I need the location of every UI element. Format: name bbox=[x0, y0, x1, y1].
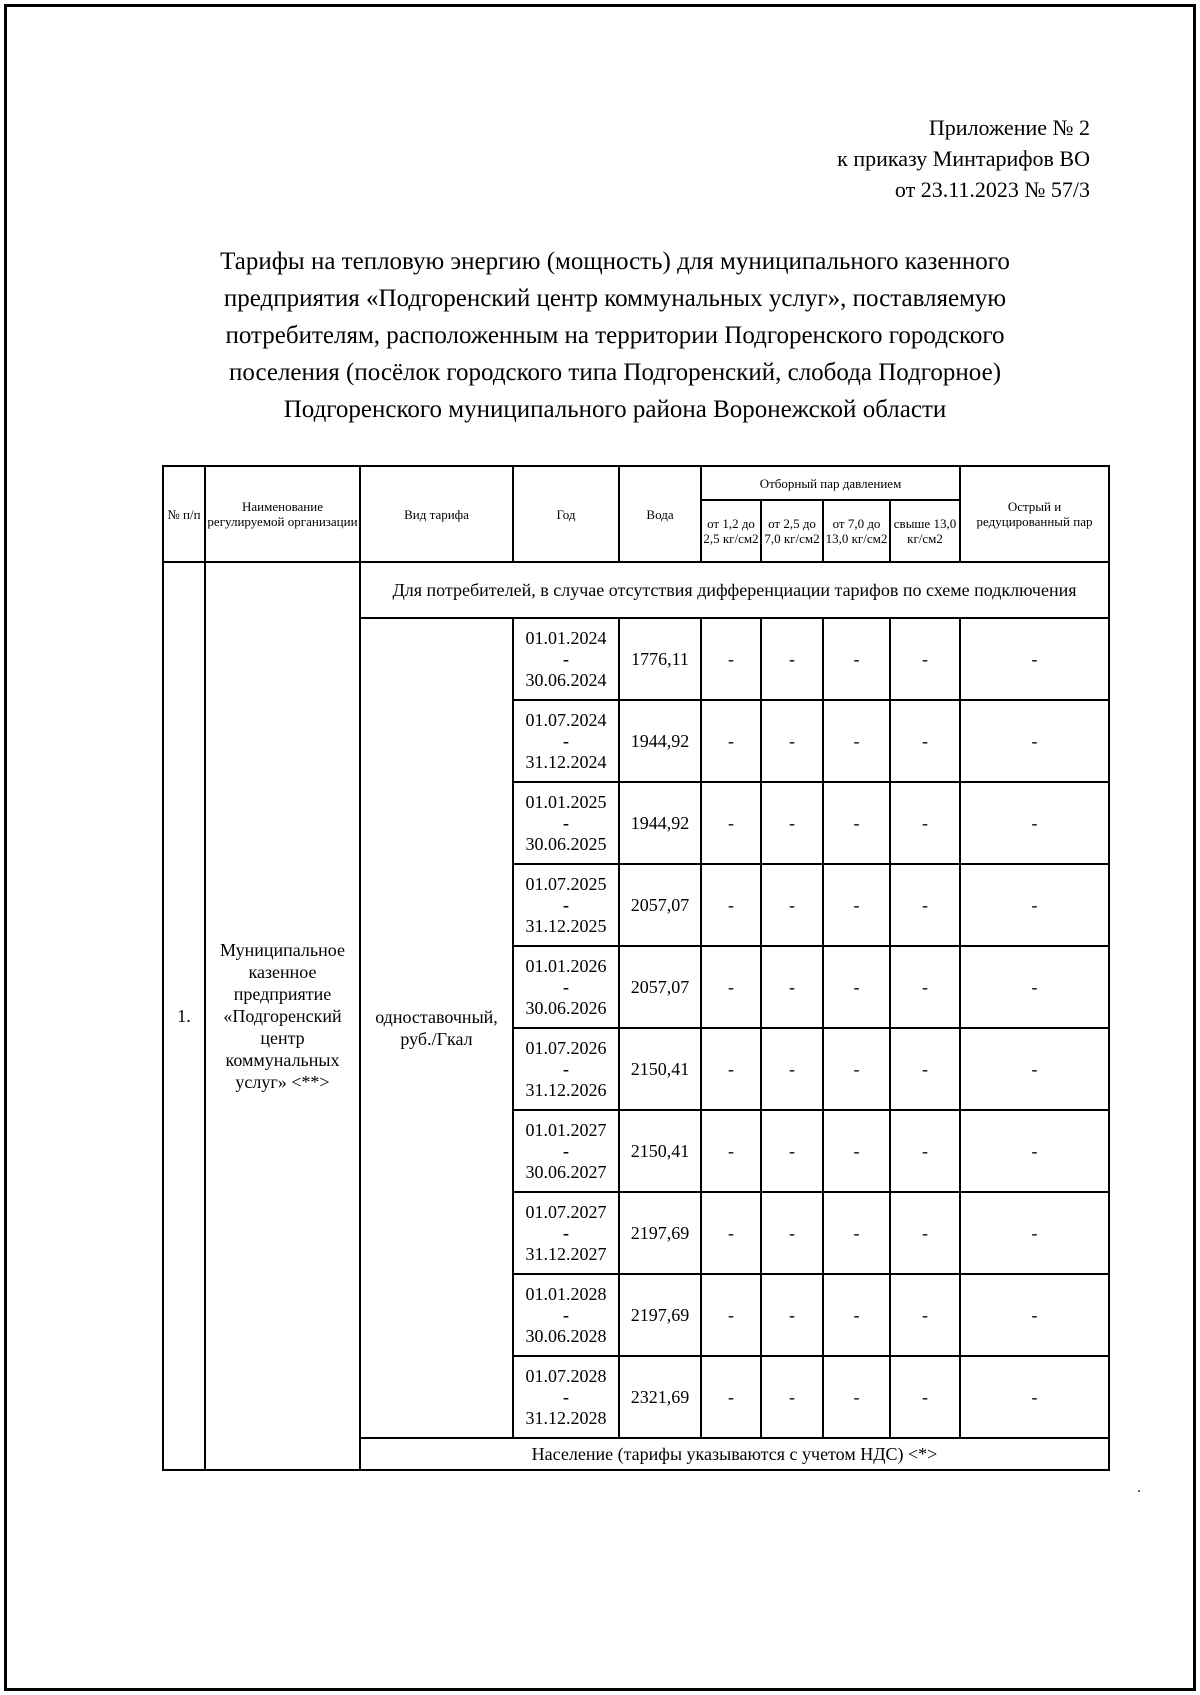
sharp-steam-value: - bbox=[960, 1110, 1109, 1192]
sharp-steam-value: - bbox=[960, 618, 1109, 700]
steam-2-value: - bbox=[761, 1110, 823, 1192]
population-section-title: Население (тарифы указываются с учетом НДС) <*> bbox=[360, 1438, 1109, 1470]
steam-4-value: - bbox=[890, 782, 960, 864]
steam-2-value: - bbox=[761, 1356, 823, 1438]
row-number: 1. bbox=[163, 562, 205, 1470]
appendix-number: Приложение № 2 bbox=[928, 115, 1090, 140]
period-cell bbox=[513, 1356, 619, 1438]
water-value: 2150,41 bbox=[619, 1028, 701, 1110]
steam-3-value: - bbox=[823, 1356, 890, 1438]
period-end: 30.06.2028 bbox=[525, 1326, 607, 1346]
period-start: 01.01.2026 bbox=[525, 956, 607, 976]
steam-4-value: - bbox=[890, 1192, 960, 1274]
period-end: 31.12.2028 bbox=[525, 1408, 607, 1428]
period-sep: - bbox=[563, 895, 569, 915]
header-tariff-type: Вид тарифа bbox=[360, 466, 513, 562]
appendix-order-date: от 23.11.2023 № 57/3 bbox=[894, 177, 1090, 202]
header-steam-group: Отборный пар давлением bbox=[701, 466, 960, 500]
steam-2-value: - bbox=[761, 1274, 823, 1356]
steam-1-value: - bbox=[701, 782, 761, 864]
section-title: Для потребителей, в случае отсутствия дифференциации тарифов по схеме подключения bbox=[360, 562, 1109, 618]
steam-1-value: - bbox=[701, 1110, 761, 1192]
period-sep: - bbox=[563, 813, 569, 833]
steam-1-value: - bbox=[701, 1356, 761, 1438]
period-cell bbox=[513, 1274, 619, 1356]
period-end: 30.06.2026 bbox=[525, 998, 607, 1018]
steam-4-value: - bbox=[890, 1110, 960, 1192]
steam-3-value: - bbox=[823, 618, 890, 700]
period-start: 01.07.2026 bbox=[525, 1038, 607, 1058]
period-sep: - bbox=[563, 977, 569, 997]
steam-3-value: - bbox=[823, 700, 890, 782]
period-sep: - bbox=[563, 1141, 569, 1161]
steam-4-value: - bbox=[890, 700, 960, 782]
header-steam-1: от 1,2 до 2,5 кг/см2 bbox=[701, 500, 761, 562]
tariff-table bbox=[162, 465, 1110, 1471]
steam-4-value: - bbox=[890, 1028, 960, 1110]
title-line: поселения (посёлок городского типа Подгоренский, слобода Подгорное) bbox=[228, 359, 1002, 386]
steam-2-value: - bbox=[761, 700, 823, 782]
header-num: № п/п bbox=[163, 466, 205, 562]
period-start: 01.01.2027 bbox=[525, 1120, 607, 1140]
title-line: предприятия «Подгоренский центр коммунальных услуг», поставляемую bbox=[223, 285, 1007, 312]
sharp-steam-value: - bbox=[960, 1274, 1109, 1356]
steam-4-value: - bbox=[890, 618, 960, 700]
period-start: 01.07.2028 bbox=[525, 1366, 607, 1386]
period-start: 01.07.2027 bbox=[525, 1202, 607, 1222]
period-cell bbox=[513, 700, 619, 782]
scan-speck bbox=[1138, 1490, 1140, 1492]
steam-3-value: - bbox=[823, 1274, 890, 1356]
sharp-steam-value: - bbox=[960, 1028, 1109, 1110]
tariff-type: одноставочный, руб./Гкал bbox=[360, 618, 513, 1438]
steam-4-value: - bbox=[890, 864, 960, 946]
period-end: 31.12.2026 bbox=[525, 1080, 607, 1100]
period-cell bbox=[513, 618, 619, 700]
sharp-steam-value: - bbox=[960, 1192, 1109, 1274]
period-start: 01.07.2024 bbox=[525, 710, 607, 730]
steam-1-value: - bbox=[701, 1274, 761, 1356]
document-title bbox=[140, 243, 1090, 428]
header-steam-2: от 2,5 до 7,0 кг/см2 bbox=[761, 500, 823, 562]
period-start: 01.01.2024 bbox=[525, 628, 607, 648]
header-organization: Наименование регулируемой организации bbox=[205, 466, 360, 562]
steam-2-value: - bbox=[761, 618, 823, 700]
steam-3-value: - bbox=[823, 946, 890, 1028]
period-cell bbox=[513, 864, 619, 946]
header-steam-3: от 7,0 до 13,0 кг/см2 bbox=[823, 500, 890, 562]
period-cell bbox=[513, 1028, 619, 1110]
period-cell bbox=[513, 946, 619, 1028]
period-start: 01.07.2025 bbox=[525, 874, 607, 894]
period-cell bbox=[513, 1110, 619, 1192]
steam-1-value: - bbox=[701, 618, 761, 700]
water-value: 2057,07 bbox=[619, 946, 701, 1028]
period-sep: - bbox=[563, 1223, 569, 1243]
period-start: 01.01.2025 bbox=[525, 792, 607, 812]
steam-2-value: - bbox=[761, 782, 823, 864]
appendix-order-ref: к приказу Минтарифов ВО bbox=[837, 146, 1090, 171]
steam-3-value: - bbox=[823, 1192, 890, 1274]
water-value: 1776,11 bbox=[619, 618, 701, 700]
title-line: Подгоренского муниципального района Воронежской области bbox=[283, 396, 947, 423]
sharp-steam-value: - bbox=[960, 700, 1109, 782]
water-value: 2057,07 bbox=[619, 864, 701, 946]
sharp-steam-value: - bbox=[960, 864, 1109, 946]
steam-2-value: - bbox=[761, 946, 823, 1028]
header-steam-4: свыше 13,0 кг/см2 bbox=[890, 500, 960, 562]
title-line: Тарифы на тепловую энергию (мощность) для муниципального казенного bbox=[220, 248, 1010, 275]
steam-3-value: - bbox=[823, 1028, 890, 1110]
water-value: 2197,69 bbox=[619, 1192, 701, 1274]
period-sep: - bbox=[563, 1059, 569, 1079]
period-end: 31.12.2024 bbox=[525, 752, 607, 772]
steam-3-value: - bbox=[823, 1110, 890, 1192]
steam-2-value: - bbox=[761, 864, 823, 946]
organization-name: Муниципальное казенное предприятие «Подгоренский центр коммунальных услуг» <**> bbox=[205, 562, 360, 1470]
steam-1-value: - bbox=[701, 1192, 761, 1274]
period-sep: - bbox=[563, 649, 569, 669]
period-cell bbox=[513, 782, 619, 864]
steam-2-value: - bbox=[761, 1028, 823, 1110]
steam-1-value: - bbox=[701, 946, 761, 1028]
period-start: 01.01.2028 bbox=[525, 1284, 607, 1304]
steam-3-value: - bbox=[823, 864, 890, 946]
header-water: Вода bbox=[619, 466, 701, 562]
period-end: 30.06.2024 bbox=[525, 670, 607, 690]
period-end: 30.06.2025 bbox=[525, 834, 607, 854]
water-value: 1944,92 bbox=[619, 782, 701, 864]
water-value: 2150,41 bbox=[619, 1110, 701, 1192]
period-sep: - bbox=[563, 1305, 569, 1325]
steam-4-value: - bbox=[890, 1274, 960, 1356]
period-sep: - bbox=[563, 731, 569, 751]
sharp-steam-value: - bbox=[960, 946, 1109, 1028]
steam-4-value: - bbox=[890, 1356, 960, 1438]
steam-2-value: - bbox=[761, 1192, 823, 1274]
period-end: 30.06.2027 bbox=[525, 1162, 607, 1182]
period-cell bbox=[513, 1192, 619, 1274]
period-sep: - bbox=[563, 1387, 569, 1407]
steam-1-value: - bbox=[701, 1028, 761, 1110]
steam-4-value: - bbox=[890, 946, 960, 1028]
period-end: 31.12.2027 bbox=[525, 1244, 607, 1264]
steam-3-value: - bbox=[823, 782, 890, 864]
steam-1-value: - bbox=[701, 864, 761, 946]
water-value: 2321,69 bbox=[619, 1356, 701, 1438]
appendix-header bbox=[837, 112, 1090, 205]
header-sharp-steam: Острый и редуцированный пар bbox=[960, 466, 1109, 562]
header-year: Год bbox=[513, 466, 619, 562]
steam-1-value: - bbox=[701, 700, 761, 782]
sharp-steam-value: - bbox=[960, 782, 1109, 864]
period-end: 31.12.2025 bbox=[525, 916, 607, 936]
sharp-steam-value: - bbox=[960, 1356, 1109, 1438]
water-value: 2197,69 bbox=[619, 1274, 701, 1356]
title-line: потребителям, расположенным на территории Подгоренского городского bbox=[225, 322, 1005, 349]
water-value: 1944,92 bbox=[619, 700, 701, 782]
